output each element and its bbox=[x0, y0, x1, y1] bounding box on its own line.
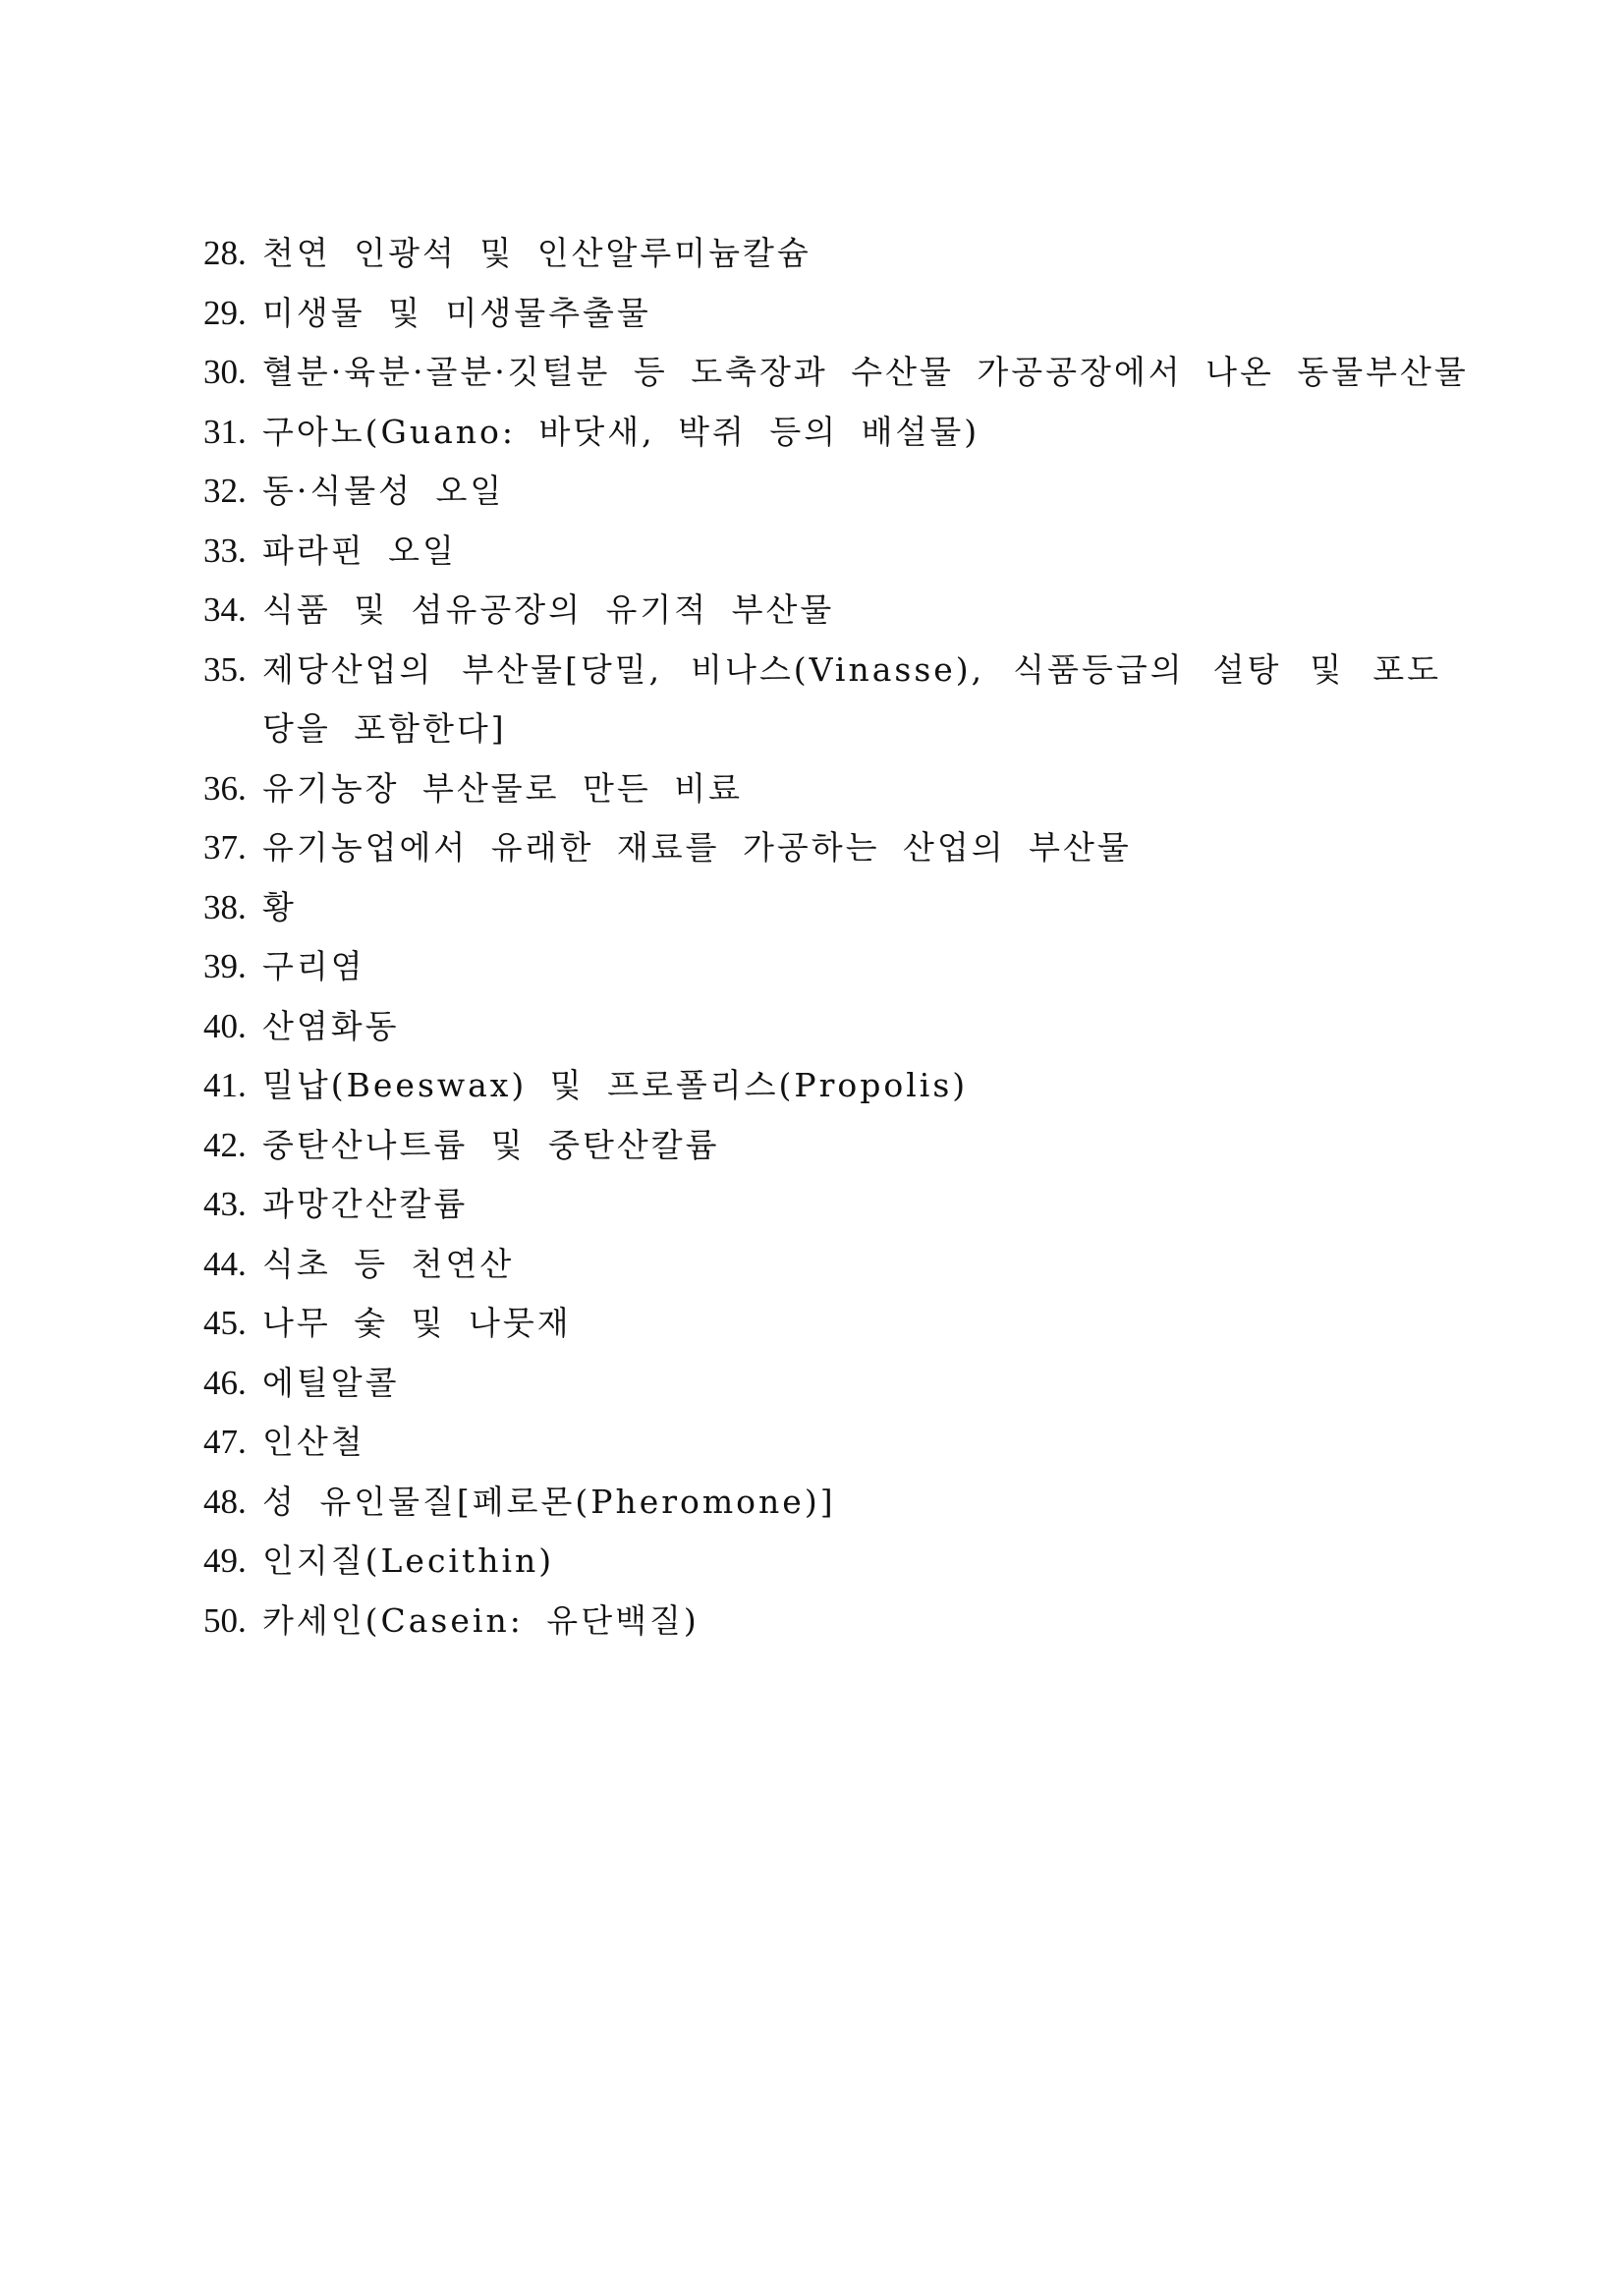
item-text: 천연 인광석 및 인산알루미늄칼슘 bbox=[262, 234, 812, 272]
list-item bbox=[203, 522, 1441, 582]
item-text: 산염화동 bbox=[262, 1006, 400, 1045]
item-text: 성 유인물질[페로몬(Pheromone)] bbox=[262, 1482, 836, 1521]
list-item bbox=[203, 581, 1441, 641]
item-text: 인산철 bbox=[262, 1423, 365, 1461]
item-number: 34. bbox=[203, 590, 247, 629]
item-number: 44. bbox=[203, 1244, 247, 1283]
item-number: 43. bbox=[203, 1185, 247, 1223]
item-text: 과망간산칼륨 bbox=[262, 1185, 469, 1223]
item-number: 37. bbox=[203, 828, 247, 867]
list-item bbox=[203, 284, 1441, 344]
list-item bbox=[203, 937, 1441, 997]
item-number: 45. bbox=[203, 1304, 247, 1342]
list-item bbox=[203, 641, 1441, 759]
substance-list bbox=[203, 224, 1469, 1651]
item-text: 구아노(Guano: 바닷새, 박쥐 등의 배설물) bbox=[262, 412, 980, 451]
item-text: 혈분·육분·골분·깃털분 등 도축장과 수산물 가공공장에서 나온 동물부산물 bbox=[262, 353, 1469, 391]
item-text: 에틸알콜 bbox=[262, 1363, 400, 1402]
list-item bbox=[203, 1592, 1441, 1652]
item-number: 38. bbox=[203, 887, 247, 926]
item-number: 36. bbox=[203, 768, 247, 808]
item-text: 식품 및 섬유공장의 유기적 부산물 bbox=[262, 590, 835, 629]
list-item bbox=[203, 1413, 1441, 1473]
list-item bbox=[203, 1116, 1441, 1176]
list-item bbox=[203, 1294, 1441, 1354]
item-number: 46. bbox=[203, 1363, 247, 1402]
item-text: 제당산업의 부산물[당밀, 비나스(Vinasse), 식품등급의 설탕 및 포도당을 포함한다] bbox=[262, 649, 1441, 748]
list-item bbox=[203, 224, 1441, 284]
item-number: 42. bbox=[203, 1125, 247, 1164]
list-item bbox=[203, 1532, 1441, 1592]
item-number: 29. bbox=[203, 293, 247, 332]
item-number: 49. bbox=[203, 1541, 247, 1580]
item-text: 동·식물성 오일 bbox=[262, 472, 505, 510]
list-item bbox=[203, 1354, 1441, 1414]
item-text: 인지질(Lecithin) bbox=[262, 1541, 555, 1580]
list-item bbox=[203, 1473, 1441, 1533]
item-text: 파라핀 오일 bbox=[262, 531, 457, 570]
list-item bbox=[203, 403, 1441, 463]
list-item bbox=[203, 878, 1441, 938]
item-text: 나무 숯 및 나뭇재 bbox=[262, 1304, 572, 1342]
item-text: 구리염 bbox=[262, 947, 365, 985]
item-text: 황 bbox=[262, 887, 297, 926]
item-number: 33. bbox=[203, 531, 247, 570]
list-item bbox=[203, 1056, 1441, 1116]
item-text: 유기농장 부산물로 만든 비료 bbox=[262, 768, 744, 808]
list-item bbox=[203, 343, 1469, 403]
item-number: 50. bbox=[203, 1600, 247, 1640]
item-number: 32. bbox=[203, 472, 247, 510]
list-item bbox=[203, 818, 1441, 878]
item-number: 41. bbox=[203, 1066, 247, 1104]
item-number: 28. bbox=[203, 234, 247, 272]
list-item bbox=[203, 1175, 1441, 1235]
item-text: 밀납(Beeswax) 및 프로폴리스(Propolis) bbox=[262, 1066, 969, 1104]
item-text: 식초 등 천연산 bbox=[262, 1244, 515, 1283]
item-number: 35. bbox=[203, 649, 247, 689]
list-item bbox=[203, 759, 1441, 819]
item-text: 중탄산나트륨 및 중탄산칼륨 bbox=[262, 1125, 720, 1164]
list-item bbox=[203, 462, 1441, 522]
item-number: 31. bbox=[203, 412, 247, 451]
item-number: 48. bbox=[203, 1482, 247, 1521]
item-number: 40. bbox=[203, 1006, 247, 1045]
item-number: 30. bbox=[203, 353, 247, 391]
item-number: 47. bbox=[203, 1423, 247, 1461]
item-text: 카세인(Casein: 유단백질) bbox=[262, 1600, 700, 1640]
list-item bbox=[203, 997, 1441, 1057]
item-number: 39. bbox=[203, 947, 247, 985]
item-text: 미생물 및 미생물추출물 bbox=[262, 293, 651, 332]
item-text: 유기농업에서 유래한 재료를 가공하는 산업의 부산물 bbox=[262, 828, 1132, 867]
list-item bbox=[203, 1235, 1441, 1295]
